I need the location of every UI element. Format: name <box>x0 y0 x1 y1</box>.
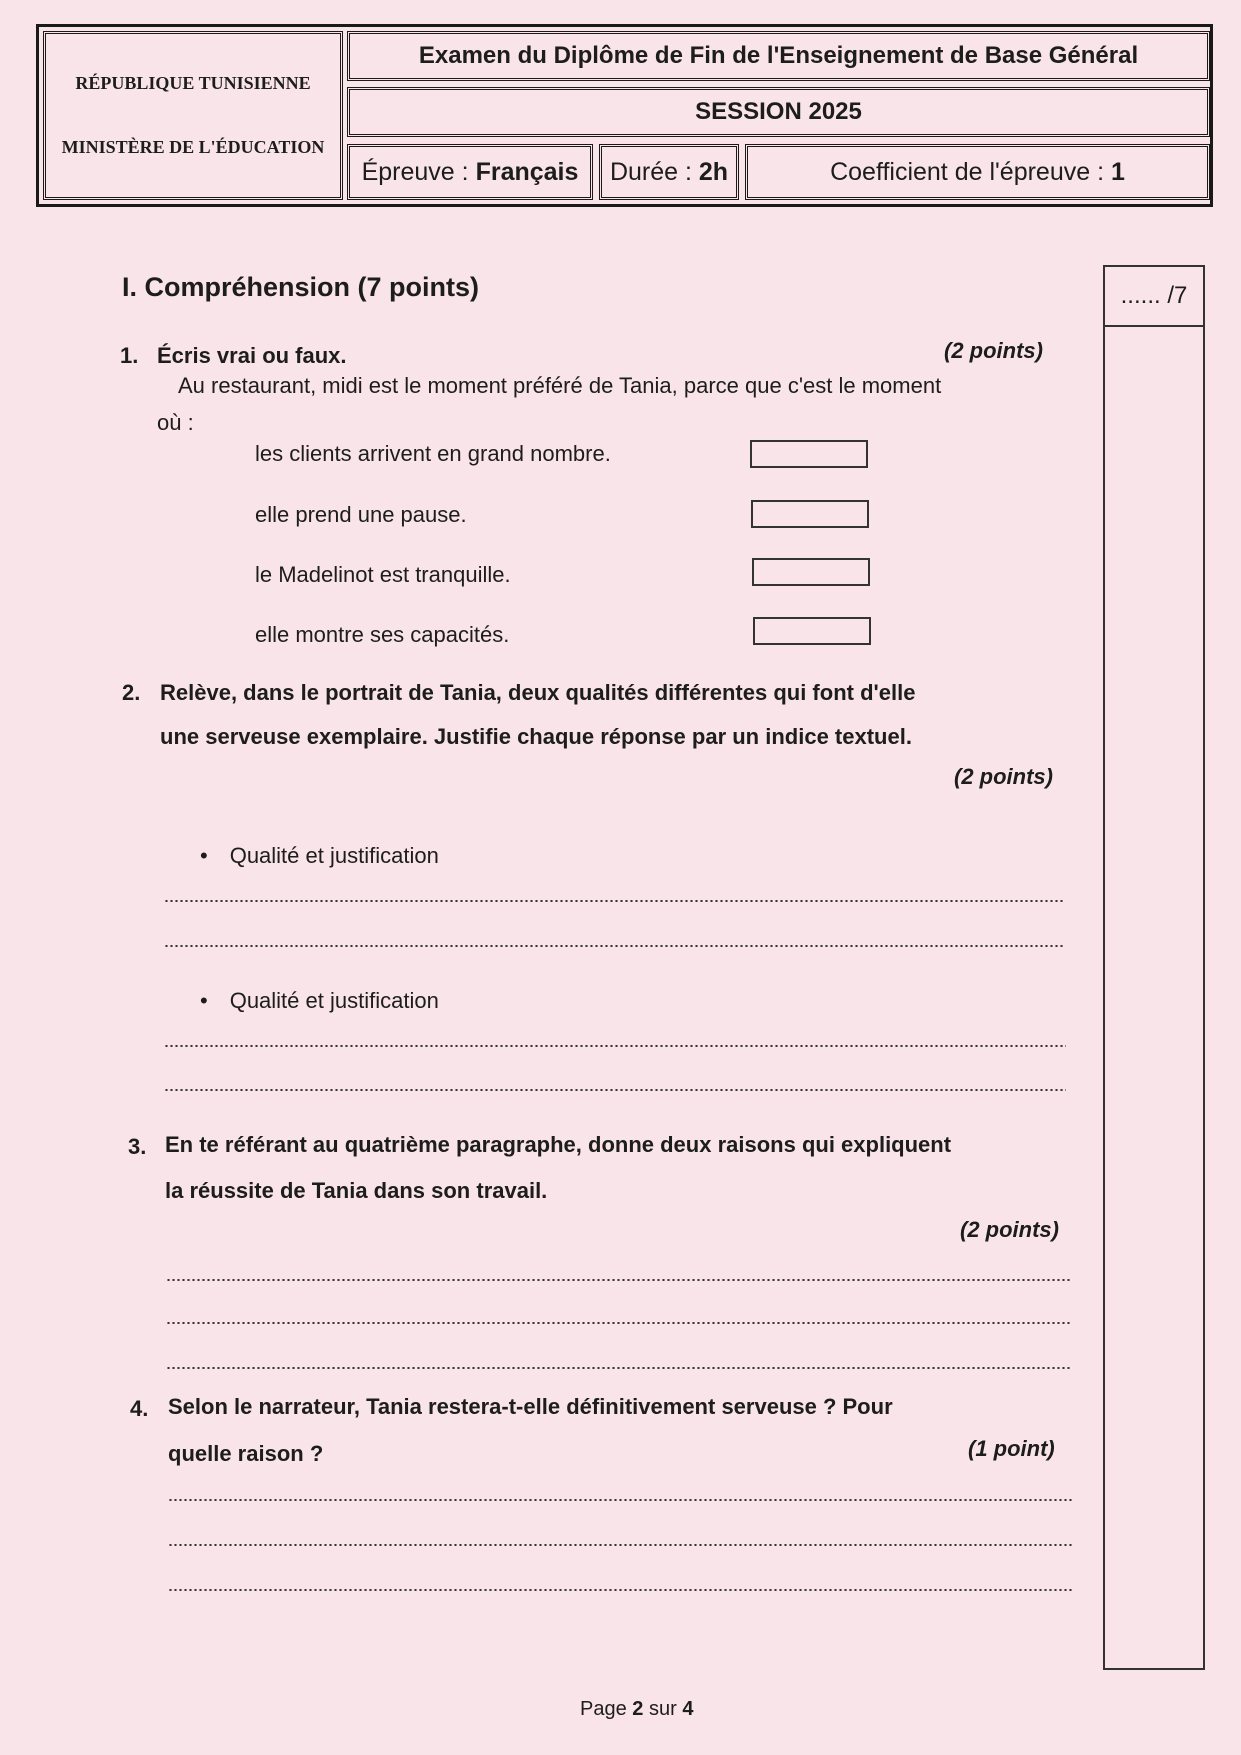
answer-line[interactable] <box>166 1279 1070 1281</box>
q4-points: (1 point) <box>968 1436 1055 1461</box>
duration-box <box>599 144 739 200</box>
coefficient-box <box>745 144 1210 200</box>
q1-points: (2 points) <box>944 338 1043 363</box>
answer-line[interactable] <box>168 1544 1072 1546</box>
page-number <box>580 1698 693 1721</box>
q1-number: 1. <box>120 343 139 368</box>
answer-line[interactable] <box>164 945 1064 947</box>
answer-line[interactable] <box>166 1322 1070 1324</box>
q4-line1: Selon le narrateur, Tania restera-t-elle définitivement serveuse ? Pour <box>168 1394 893 1419</box>
section-title: I. Compréhension (7 points) <box>122 272 480 302</box>
institution-box <box>43 31 343 200</box>
q2-line2: une serveuse exemplaire. Justifie chaque réponse par un indice textuel. <box>160 724 912 749</box>
page-current: 2 <box>632 1698 644 1720</box>
q1-answer-box-3[interactable] <box>752 558 870 586</box>
q2-points: (2 points) <box>954 764 1053 789</box>
q3-line2: la réussite de Tania dans son travail. <box>165 1178 548 1203</box>
q3-number: 3. <box>128 1134 147 1159</box>
coefficient-value: 1 <box>1110 157 1125 186</box>
page-total: 4 <box>682 1698 694 1720</box>
q1-answer-box-2[interactable] <box>751 500 869 528</box>
q1-title: Écris vrai ou faux. <box>157 343 347 368</box>
answer-line[interactable] <box>166 1367 1070 1369</box>
q2-bullet-1: • Qualité et justification <box>200 843 439 869</box>
score-column <box>1103 265 1205 1670</box>
q1-answer-box-1[interactable] <box>750 440 868 468</box>
subject-value: Français <box>475 157 579 186</box>
q1-intro-line1: Au restaurant, midi est le moment préféré de Tania, parce que c'est le moment <box>178 373 942 398</box>
q2-number: 2. <box>122 680 141 705</box>
q1-option-3: le Madelinot est tranquille. <box>255 562 511 587</box>
duration-label: Durée : <box>609 157 692 186</box>
country-name: RÉPUBLIQUE TUNISIENNE <box>75 73 311 94</box>
duration-value: 2h <box>698 157 729 186</box>
answer-line[interactable] <box>164 900 1064 902</box>
q3-line1: En te référant au quatrième paragraphe, donne deux raisons qui expliquent <box>165 1132 952 1157</box>
q2-bullet-2: • Qualité et justification <box>200 988 439 1014</box>
subject-label: Épreuve : <box>361 157 469 186</box>
exam-title: Examen du Diplôme de Fin de l'Enseignement de Base Général <box>347 31 1210 81</box>
ministry-name: MINISTÈRE DE L'ÉDUCATION <box>61 136 325 157</box>
q3-points: (2 points) <box>960 1217 1059 1242</box>
page-sep: sur <box>648 1698 677 1720</box>
answer-line[interactable] <box>164 1045 1066 1047</box>
exam-header <box>36 24 1213 207</box>
answer-line[interactable] <box>168 1499 1072 1501</box>
answer-line[interactable] <box>168 1589 1072 1591</box>
score-box: ...... /7 <box>1105 267 1203 327</box>
q1-option-4: elle montre ses capacités. <box>255 622 510 647</box>
session-label: SESSION 2025 <box>347 87 1210 137</box>
q1-intro-line2: où : <box>157 410 194 435</box>
page-label: Page <box>580 1698 627 1720</box>
coefficient-label: Coefficient de l'épreuve : <box>830 157 1105 186</box>
q1-answer-box-4[interactable] <box>753 617 871 645</box>
subject-box <box>347 144 593 200</box>
answer-line[interactable] <box>164 1089 1066 1091</box>
q4-number: 4. <box>130 1396 149 1421</box>
q4-line2: quelle raison ? <box>168 1441 324 1466</box>
q2-line1: Relève, dans le portrait de Tania, deux qualités différentes qui font d'elle <box>160 680 916 705</box>
q1-option-1: les clients arrivent en grand nombre. <box>255 441 611 466</box>
q1-option-2: elle prend une pause. <box>255 502 467 527</box>
